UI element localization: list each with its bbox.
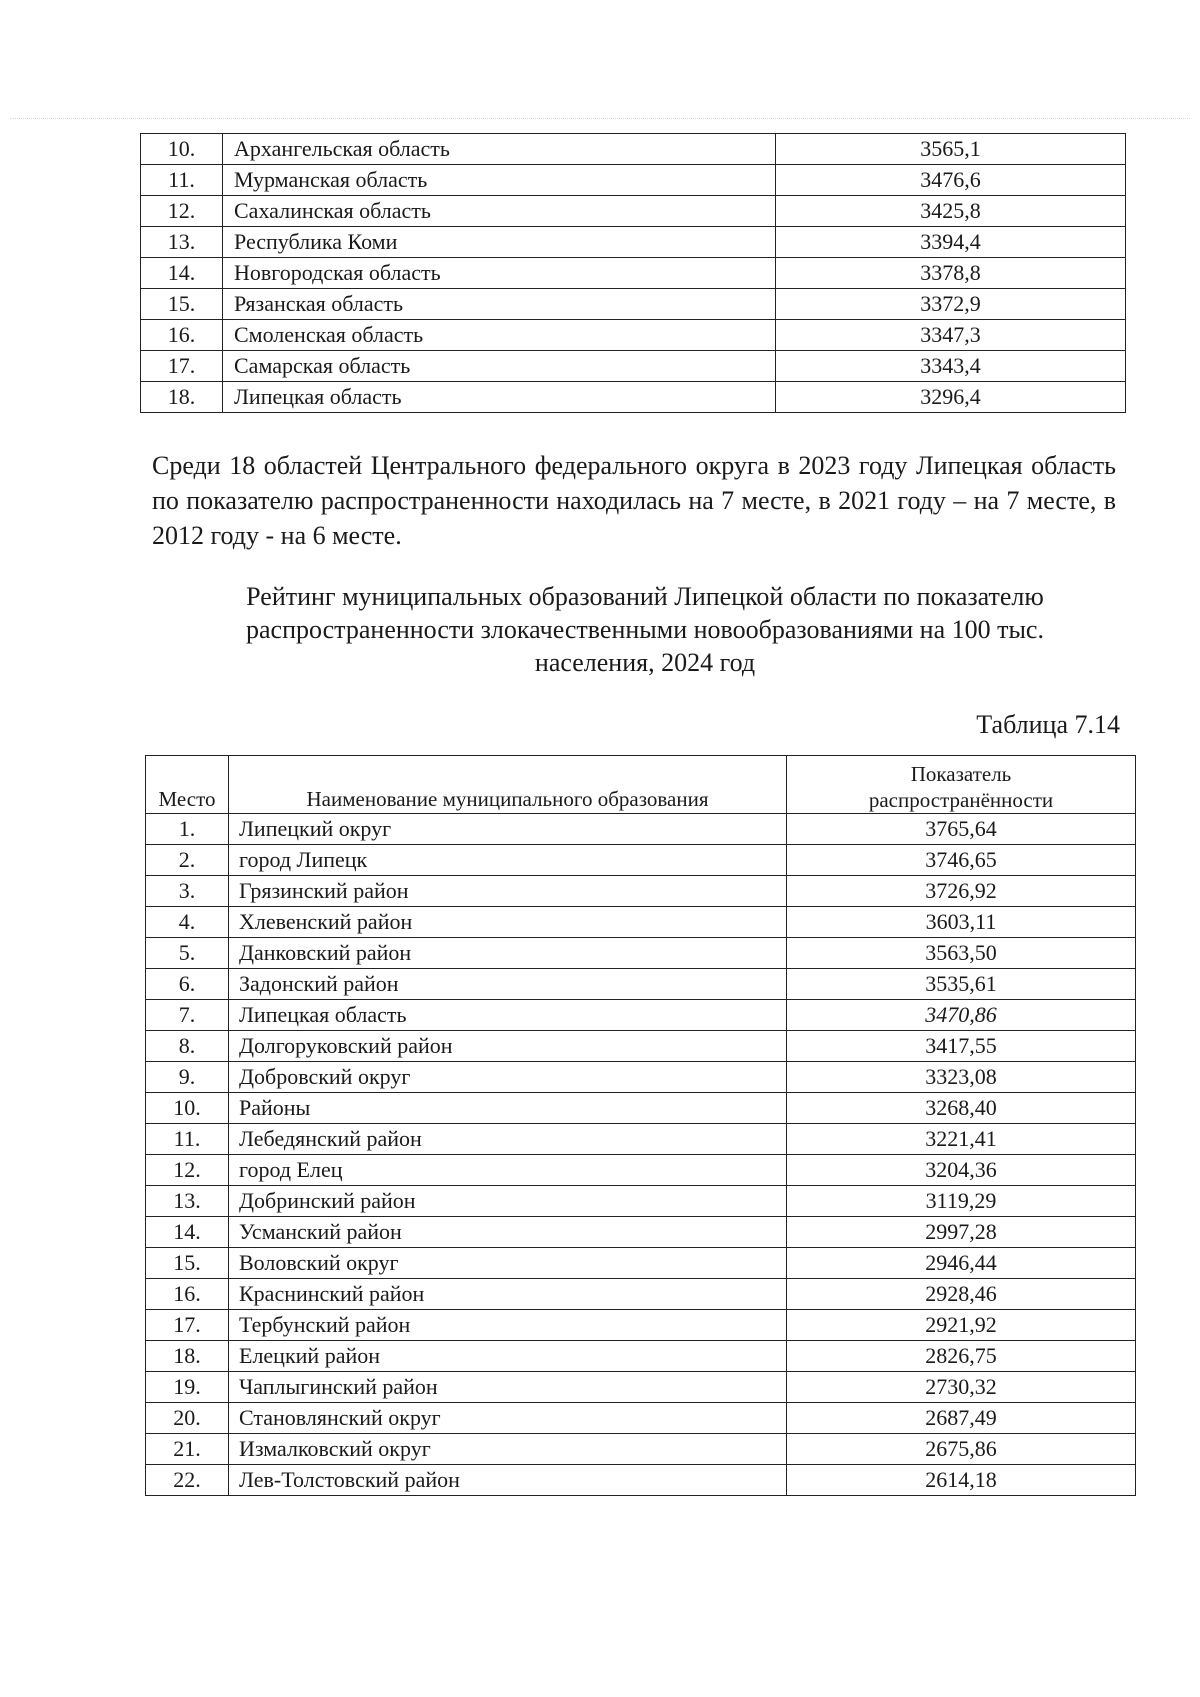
name-cell: Лев-Толстовский район: [229, 1465, 787, 1496]
place-cell: 8.: [146, 1031, 229, 1062]
value-cell: 3268,40: [787, 1093, 1136, 1124]
name-cell: Грязинский район: [229, 876, 787, 907]
place-cell: 7.: [146, 1000, 229, 1031]
header-value-line-2: распространённости: [868, 788, 1054, 812]
place-cell: 14.: [146, 1217, 229, 1248]
place-cell: 17.: [146, 1310, 229, 1341]
name-cell: Добровский округ: [229, 1062, 787, 1093]
name-cell: Чаплыгинский район: [229, 1372, 787, 1403]
table-row: [146, 876, 1136, 907]
place-cell: 1.: [146, 814, 229, 845]
table-row: [146, 1310, 1136, 1341]
name-cell: Республика Коми: [223, 227, 776, 258]
place-cell: 16.: [141, 320, 223, 351]
name-cell: Хлевенский район: [229, 907, 787, 938]
value-cell: 3343,4: [776, 351, 1126, 382]
table-row: [146, 1403, 1136, 1434]
place-cell: 19.: [146, 1372, 229, 1403]
table-row: [146, 1155, 1136, 1186]
header-value: [787, 756, 1136, 814]
place-cell: 9.: [146, 1062, 229, 1093]
name-cell: Рязанская область: [223, 289, 776, 320]
table-row: [146, 969, 1136, 1000]
name-cell: Долгоруковский район: [229, 1031, 787, 1062]
place-cell: 10.: [146, 1093, 229, 1124]
table-row: [141, 134, 1126, 165]
place-cell: 6.: [146, 969, 229, 1000]
name-cell: Сахалинская область: [223, 196, 776, 227]
header-name: Наименование муниципального образования: [229, 756, 787, 814]
header-place: Место: [146, 756, 229, 814]
name-cell: город Елец: [229, 1155, 787, 1186]
value-cell: 3476,6: [776, 165, 1126, 196]
value-cell: 3417,55: [787, 1031, 1136, 1062]
place-cell: 13.: [141, 227, 223, 258]
place-cell: 11.: [146, 1124, 229, 1155]
table-row: [141, 289, 1126, 320]
value-cell: 3296,4: [776, 382, 1126, 413]
municipal-table: [145, 755, 1136, 1496]
name-cell: Задонский район: [229, 969, 787, 1000]
table-row: [146, 1341, 1136, 1372]
table-row: [146, 814, 1136, 845]
value-cell: 2675,86: [787, 1434, 1136, 1465]
table-row: [146, 1186, 1136, 1217]
place-cell: 18.: [146, 1341, 229, 1372]
table-row: [146, 907, 1136, 938]
name-cell: Смоленская область: [223, 320, 776, 351]
place-cell: 13.: [146, 1186, 229, 1217]
table-heading: [160, 580, 1130, 679]
value-cell: 2997,28: [787, 1217, 1136, 1248]
place-cell: 17.: [141, 351, 223, 382]
value-cell: 3603,11: [787, 907, 1136, 938]
table-row: [141, 165, 1126, 196]
value-cell: 3470,86: [787, 1000, 1136, 1031]
table-row: [141, 320, 1126, 351]
table-row: [141, 258, 1126, 289]
value-cell: 3563,50: [787, 938, 1136, 969]
regions-table: [140, 133, 1126, 413]
name-cell: Лебедянский район: [229, 1124, 787, 1155]
name-cell: Районы: [229, 1093, 787, 1124]
table-row: [141, 382, 1126, 413]
value-cell: 3535,61: [787, 969, 1136, 1000]
table-row: [146, 1465, 1136, 1496]
table-row: [146, 1434, 1136, 1465]
place-cell: 18.: [141, 382, 223, 413]
value-cell: 3746,65: [787, 845, 1136, 876]
table-row: [146, 1372, 1136, 1403]
place-cell: 4.: [146, 907, 229, 938]
value-cell: 3119,29: [787, 1186, 1136, 1217]
table-row: [141, 227, 1126, 258]
table-row: [146, 1248, 1136, 1279]
name-cell: Тербунский район: [229, 1310, 787, 1341]
name-cell: Становлянский округ: [229, 1403, 787, 1434]
name-cell: Краснинский район: [229, 1279, 787, 1310]
place-cell: 5.: [146, 938, 229, 969]
table-row: [146, 1062, 1136, 1093]
name-cell: город Липецк: [229, 845, 787, 876]
value-cell: 3726,92: [787, 876, 1136, 907]
table-row: [146, 1217, 1136, 1248]
value-cell: 2826,75: [787, 1341, 1136, 1372]
heading-line-3: населения, 2024 год: [534, 648, 756, 677]
name-cell: Усманский район: [229, 1217, 787, 1248]
place-cell: 15.: [141, 289, 223, 320]
name-cell: Данковский район: [229, 938, 787, 969]
heading-line-2: распространенности злокачественными новообразованиями на 100 тыс.: [246, 615, 1044, 644]
table-header-row: [146, 756, 1136, 814]
summary-paragraph: Среди 18 областей Центрального федерального округа в 2023 году Липецкая область по показателю распространенности находилась на 7 месте, в 2021 году – на 7 месте, в 2012 году - на 6 месте.: [152, 451, 1116, 550]
value-cell: 3378,8: [776, 258, 1126, 289]
municipal-table-body: [146, 756, 1136, 1496]
value-cell: 3565,1: [776, 134, 1126, 165]
value-cell: 3372,9: [776, 289, 1126, 320]
value-cell: 3425,8: [776, 196, 1126, 227]
place-cell: 16.: [146, 1279, 229, 1310]
place-cell: 22.: [146, 1465, 229, 1496]
place-cell: 12.: [141, 196, 223, 227]
table-row: [146, 938, 1136, 969]
place-cell: 21.: [146, 1434, 229, 1465]
value-cell: 2730,32: [787, 1372, 1136, 1403]
name-cell: Воловский округ: [229, 1248, 787, 1279]
place-cell: 12.: [146, 1155, 229, 1186]
scan-dotted-line: [10, 118, 1190, 119]
table-caption: Таблица 7.14: [976, 710, 1120, 739]
table-row: [146, 1279, 1136, 1310]
regions-table-body: [141, 134, 1126, 413]
value-cell: 3204,36: [787, 1155, 1136, 1186]
value-cell: 2614,18: [787, 1465, 1136, 1496]
value-cell: 3347,3: [776, 320, 1126, 351]
name-cell: Архангельская область: [223, 134, 776, 165]
value-cell: 2921,92: [787, 1310, 1136, 1341]
value-cell: 2946,44: [787, 1248, 1136, 1279]
table-row: [146, 1000, 1136, 1031]
name-cell: Новгородская область: [223, 258, 776, 289]
place-cell: 2.: [146, 845, 229, 876]
place-cell: 3.: [146, 876, 229, 907]
place-cell: 11.: [141, 165, 223, 196]
name-cell: Елецкий район: [229, 1341, 787, 1372]
value-cell: 3221,41: [787, 1124, 1136, 1155]
value-cell: 3323,08: [787, 1062, 1136, 1093]
value-cell: 2928,46: [787, 1279, 1136, 1310]
value-cell: 3765,64: [787, 814, 1136, 845]
table-row: [146, 845, 1136, 876]
table-row: [141, 196, 1126, 227]
place-cell: 14.: [141, 258, 223, 289]
place-cell: 10.: [141, 134, 223, 165]
name-cell: Добринский район: [229, 1186, 787, 1217]
heading-line-1: Рейтинг муниципальных образований Липецкой области по показателю: [246, 582, 1044, 611]
table-row: [141, 351, 1126, 382]
value-cell: 2687,49: [787, 1403, 1136, 1434]
table-row: [146, 1093, 1136, 1124]
name-cell: Самарская область: [223, 351, 776, 382]
name-cell: Липецкая область: [223, 382, 776, 413]
header-value-line-1: Показатель: [910, 762, 1012, 786]
name-cell: Измалковский округ: [229, 1434, 787, 1465]
name-cell: Липецкий округ: [229, 814, 787, 845]
name-cell: Липецкая область: [229, 1000, 787, 1031]
name-cell: Мурманская область: [223, 165, 776, 196]
place-cell: 15.: [146, 1248, 229, 1279]
table-row: [146, 1124, 1136, 1155]
place-cell: 20.: [146, 1403, 229, 1434]
value-cell: 3394,4: [776, 227, 1126, 258]
table-row: [146, 1031, 1136, 1062]
